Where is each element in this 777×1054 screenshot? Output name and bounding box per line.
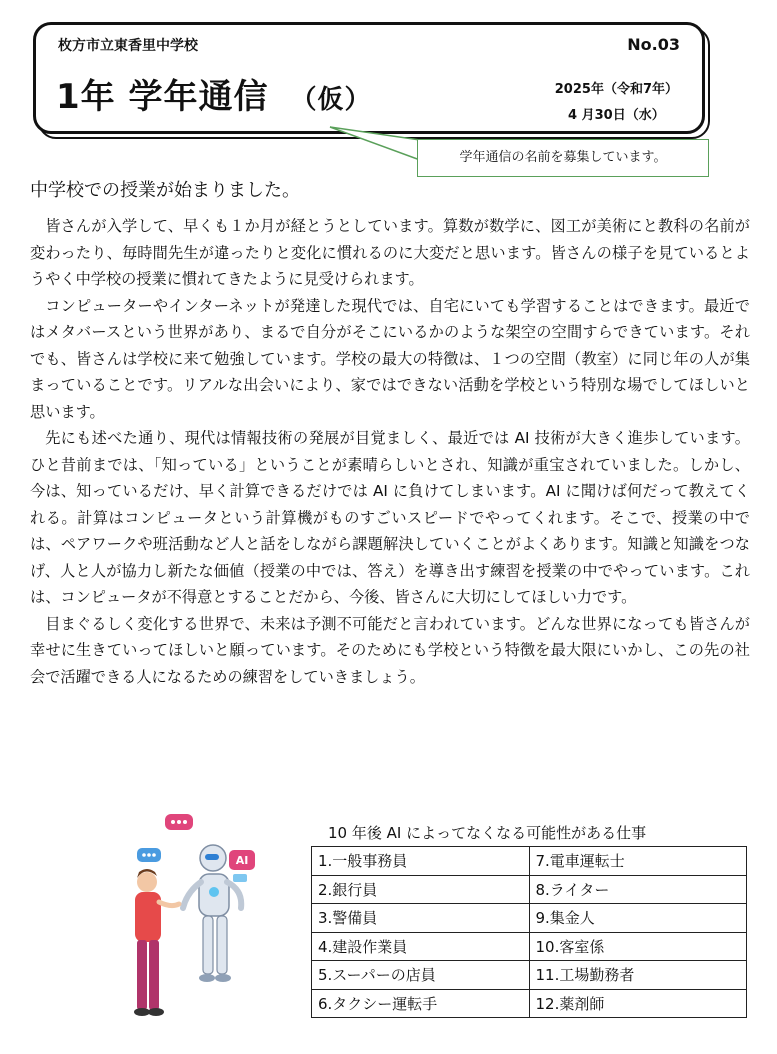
paragraph: コンピューターやインターネットが発達した現代では、自宅にいても学習することはできます。最近ではメタバースという世界があり、まるで自分がそこにいるかのような架空の空間すらできています。それでも、皆さんは学校に来て勉強しています。学校の最大の特徴は、１つの空間（教室）に同じ年の人が集まっていることです。リアルな出会いにより、家ではできない活動を学校という特別な場でしてほしいと思います。 [30, 296, 750, 421]
table-row [312, 904, 747, 933]
table-cell: 10.客室係 [529, 932, 747, 961]
jobs-table-caption: 10 年後 AI によってなくなる可能性がある仕事 [328, 824, 647, 842]
person-and-robot-illustration [115, 812, 275, 1027]
table-row [312, 875, 747, 904]
title-main: 1年 学年通信 [56, 77, 269, 117]
paragraph: 目まぐるしく変化する世界で、未来は予測不可能だと言われています。どんな世界になっても皆さんが幸せに生きていってほしいと願っています。そのためにも学校という特徴を最大限にいかし、この先の社会で活躍できる人になるための練習をしていきましょう。 [30, 614, 750, 686]
table-cell: 11.工場勤務者 [529, 961, 747, 990]
date-year: 2025年（令和7年） [554, 82, 678, 97]
paragraph: 先にも述べた通り、現代は情報技術の発展が目覚ましく、最近では AI 技術が大きく進歩しています。ひと昔前までは、「知っている」ということが素晴らしいとされ、知識が重宝されていました。しかし、今は、知っているだけ、早く計算できるだけでは AI に負けてしまいます。AI に聞けば何だって教えてくれる。計算はコンピュータという計算機がものすごいスピードでやってくれます。そこで、授業の中では、ペアワークや班活動など人と話をしながら課題解決していくことがよくあります。知識と知識をつなげ、人と人が協力し新たな価値（授業の中では、答え）を導き出す練習を授業の中でやっています。これは、コンピュータが不得意とすることだから、今後、皆さんに大切にしてほしい力です。 [30, 429, 750, 606]
table-cell: 1.一般事務員 [312, 847, 530, 876]
table-cell: 3.警備員 [312, 904, 530, 933]
article-body [30, 213, 750, 690]
table-cell: 2.銀行員 [312, 875, 530, 904]
table-row [312, 989, 747, 1018]
table-cell: 6.タクシー運転手 [312, 989, 530, 1018]
table-row [312, 961, 747, 990]
svg-text:AI: AI [235, 854, 249, 867]
table-cell: 7.電車運転士 [529, 847, 747, 876]
table-cell: 4.建設作業員 [312, 932, 530, 961]
school-name: 枚方市立東香里中学校 [58, 38, 198, 54]
date-day: 4 月30日（水） [568, 108, 665, 123]
table-row [312, 932, 747, 961]
name-contest-callout: 学年通信の名前を募集しています。 [417, 139, 709, 177]
article-heading: 中学校での授業が始まりました。 [30, 180, 300, 201]
jobs-table [311, 846, 747, 1018]
title-suffix: （仮） [290, 85, 372, 115]
table-cell: 9.集金人 [529, 904, 747, 933]
issue-number: No.03 [627, 35, 680, 54]
table-cell: 12.薬剤師 [529, 989, 747, 1018]
paragraph: 皆さんが入学して、早くも１か月が経とうとしています。算数が数学に、図工が美術にと教科の名前が変わったり、毎時間先生が違ったりと変化に慣れるのに大変だと思います。皆さんの様子を見ているとようやく中学校の授業に慣れてきたように見受けられます。 [30, 217, 750, 288]
table-cell: 8.ライター [529, 875, 747, 904]
table-row [312, 847, 747, 876]
table-cell: 5.スーパーの店員 [312, 961, 530, 990]
